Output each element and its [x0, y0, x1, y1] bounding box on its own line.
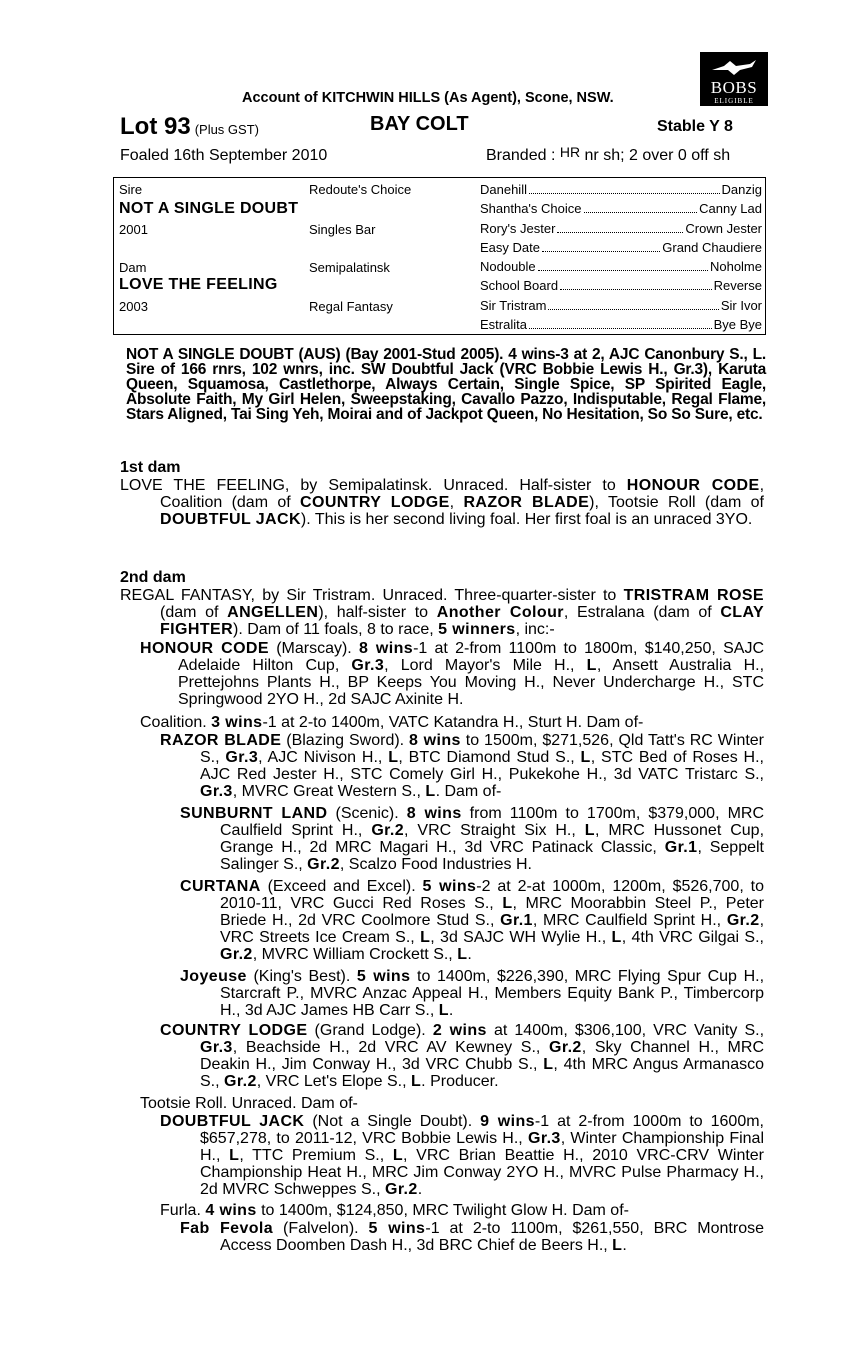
foaled-date: Foaled 16th September 2010	[120, 147, 328, 164]
second-dam-heading: 2nd dam	[120, 569, 186, 586]
gst-note: (Plus GST)	[194, 122, 259, 137]
bold-run: Gr.2	[224, 1073, 257, 1090]
bold-run: L	[457, 946, 468, 963]
great-grandsire: Noholme	[709, 259, 762, 274]
bold-run: RAZOR BLADE	[160, 732, 282, 749]
progeny-entry: HONOUR CODE (Marscay). 8 wins-1 at 2-from 1100m to 1800m, $140,250, SAJC Adelaide Hilton Cup, Gr.3, Lord Mayor's Mile H., L, Ansett Australia H., Prettejohns Plants H., BP Keeps You Moving H., Never Undercharge H., STC Springwood 2YO H., 2d SAJC Axinite H.	[140, 640, 765, 708]
bird-icon	[710, 58, 758, 78]
great-grandsire: Bye Bye	[713, 317, 762, 332]
bold-run: Gr.2	[371, 822, 405, 839]
bold-run: 5 wins	[368, 1220, 426, 1237]
bold-run: Gr.2	[384, 1181, 418, 1198]
bold-run: DOUBTFUL JACK	[160, 1113, 305, 1130]
grandparent-row	[480, 182, 762, 198]
account-line: Account of KITCHWIN HILLS (As Agent), Scone, NSW.	[242, 90, 614, 106]
bold-run: Gr.1	[664, 839, 698, 856]
logo-name: BOBS	[710, 78, 758, 97]
progeny-entry: Tootsie Roll. Unraced. Dam of-	[140, 1095, 358, 1112]
lot-label: Lot 93	[120, 113, 191, 140]
grandsire: Rory's Jester	[480, 221, 556, 236]
bold-run: Gr.3	[351, 657, 385, 674]
bold-run: L	[388, 749, 399, 766]
horse-description: BAY COLT	[370, 113, 469, 135]
bold-run: Gr.2	[726, 912, 760, 929]
stable-location: Stable Y 8	[657, 118, 733, 135]
bold-run: L	[586, 657, 597, 674]
bold-run: 9 wins	[480, 1113, 535, 1130]
bold-run: HONOUR CODE	[140, 640, 269, 657]
progeny-entry: RAZOR BLADE (Blazing Sword). 8 wins to 1500m, $271,526, Qld Tatt's RC Winter S., Gr.3, AJC Nivison H., L, BTC Diamond Stud S., L, STC Bed of Roses H., AJC Red Jester H., STC Comely Girl H., Pukekohe H., 3d VATC Tristarc S., Gr.3, MVRC Great Western S., L. Dam of-	[160, 732, 765, 800]
bold-run: 2 wins	[432, 1022, 487, 1039]
bold-run: Gr.1	[500, 912, 533, 929]
bold-run: L	[410, 1073, 422, 1090]
bold-run: L	[229, 1147, 240, 1164]
bold-run: CURTANA	[180, 878, 261, 895]
first-dam-paragraph: LOVE THE FEELING, by Semipalatinsk. Unraced. Half-sister to HONOUR CODE, Coalition (dam of COUNTRY LODGE, RAZOR BLADE), Tootsie Roll (dam of DOUBTFUL JACK). This is her second living foal. Her first foal is an unraced 3YO.	[120, 477, 765, 528]
lot-number	[120, 113, 259, 141]
bold-run: ANGELLEN	[227, 604, 319, 621]
progeny-entry: Fab Fevola (Falvelon). 5 wins-1 at 2-to 1100m, $261,550, BRC Montrose Access Doomben Dash H., 3d BRC Chief de Beers H., L.	[180, 1220, 764, 1254]
great-grandsire: Canny Lad	[699, 201, 762, 216]
bold-run: 5 winners	[438, 621, 516, 638]
bold-run: COUNTRY LODGE	[160, 1022, 308, 1039]
bold-run: 3 wins	[211, 714, 263, 731]
grandparent-row	[480, 298, 762, 314]
bobs-eligible-logo	[700, 52, 768, 106]
granddam: Shantha's Choice	[480, 201, 582, 216]
bold-run: L	[580, 749, 591, 766]
great-grandsire: Crown Jester	[685, 221, 762, 236]
great-grandsire: Grand Chaudiere	[662, 240, 762, 255]
granddam: Easy Date	[480, 240, 540, 255]
bold-run: Gr.2	[549, 1039, 582, 1056]
bold-run: L	[611, 929, 622, 946]
bold-run: SUNBURNT LAND	[180, 805, 328, 822]
logo-subtitle: ELIGIBLE	[714, 97, 754, 105]
sire-year: 2001	[119, 222, 148, 237]
bold-run: COUNTRY LODGE	[300, 494, 450, 511]
progeny-entry: Coalition. 3 wins-1 at 2-to 1400m, VATC Katandra H., Sturt H. Dam of-	[140, 714, 644, 731]
progeny-entry: SUNBURNT LAND (Scenic). 8 wins from 1100m to 1700m, $379,000, MRC Caulfield Sprint H., Gr.2, VRC Straight Six H., L, MRC Hussonet Cup, Grange H., 2d MRC Magari H., 3d VRC Patinack Classic, Gr.1, Seppelt Salinger S., Gr.2, Scalzo Food Industries H.	[180, 805, 765, 873]
grandparent-row	[480, 259, 762, 275]
progeny-entry: COUNTRY LODGE (Grand Lodge). 2 wins at 1400m, $306,100, VRC Vanity S., Gr.3, Beachside H., 2d VRC AV Kewney S., Gr.2, Sky Channel H., MRC Deakin H., Jim Conway H., 3d VRC Chubb S., L, 4th MRC Angus Armanasco S., Gr.2, VRC Let's Elope S., L. Producer.	[160, 1022, 765, 1090]
grandparent-row	[480, 240, 762, 256]
bold-run: L	[584, 822, 595, 839]
bold-run: 4 wins	[205, 1202, 257, 1219]
progeny-entry: Furla. 4 wins to 1400m, $124,850, MRC Twilight Glow H. Dam of-	[160, 1202, 629, 1219]
bold-run: L	[438, 1002, 449, 1019]
bold-run: L	[502, 895, 513, 912]
bold-run: RAZOR BLADE	[463, 494, 590, 511]
bold-run: L	[420, 929, 431, 946]
bold-run: L	[612, 1237, 623, 1254]
great-grandsire: Danzig	[721, 182, 762, 197]
sire-summary: NOT A SINGLE DOUBT (AUS) (Bay 2001-Stud 2005). 4 wins-3 at 2, AJC Canonbury S., L. Sire of 166 rnrs, 102 wnrs, inc. SW Doubtful Jack (VRC Bobbie Lewis H., Gr.3), Karuta Queen, Squamosa, Castlethorpe, Always Certain, Single Spice, SP Spirited Eagle, Absolute Faith, My Girl Helen, Sweepstaking, Cavallo Pazzo, Indisputable, Regal Flame, Stars Aligned, Tai Sing Yeh, Moirai and of Jackpot Queen, No Hesitation, So So Sure, etc.	[126, 346, 766, 423]
bold-run: Gr.3	[527, 1130, 561, 1147]
bold-run: 8 wins	[406, 805, 462, 822]
bold-run: TRISTRAM ROSE	[623, 587, 764, 604]
bold-run: CLAY FIGHTER	[160, 604, 765, 638]
grandparent-row	[480, 317, 762, 333]
bold-run: Gr.2	[307, 856, 340, 873]
bold-run: Fab Fevola	[180, 1220, 274, 1237]
sire-label: Sire	[119, 182, 143, 197]
great-grandsire: Reverse	[713, 278, 762, 293]
grandparent-row	[480, 278, 762, 294]
bold-run: 5 wins	[422, 878, 477, 895]
grandsire: Nodouble	[480, 259, 536, 274]
bold-run: 5 wins	[356, 968, 411, 985]
grandsire: Danehill	[480, 182, 527, 197]
bold-run: DOUBTFUL JACK	[160, 511, 301, 528]
brand-mark: HR	[559, 144, 581, 160]
sire-dam: Singles Bar	[309, 222, 376, 237]
bold-run: Gr.3	[225, 749, 259, 766]
grandparent-row	[480, 201, 762, 217]
bold-run: Gr.2	[220, 946, 253, 963]
great-grandsire: Sir Ivor	[720, 298, 762, 313]
brand-info	[486, 144, 731, 165]
dam-dam: Regal Fantasy	[309, 299, 393, 314]
progeny-entry: DOUBTFUL JACK (Not a Single Doubt). 9 wins-1 at 2-from 1000m to 1600m, $657,278, to 2011-12, VRC Bobbie Lewis H., Gr.3, Winter Championship Final H., L, TTC Premium S., L, VRC Brian Beattie H., 2010 VRC-CRV Winter Championship Heat H., MRC Jim Conway 2YO H., MVRC Pulse Pharmacy H., 2d MVRC Schweppes S., Gr.2.	[160, 1113, 765, 1198]
bold-run: HONOUR CODE	[626, 477, 760, 494]
bold-run: 8 wins	[358, 640, 414, 657]
dam-name: LOVE THE FEELING	[119, 276, 278, 293]
pedigree-table	[113, 177, 766, 335]
granddam: School Board	[480, 278, 559, 293]
grandparent-row	[480, 221, 762, 237]
bold-run: Joyeuse	[180, 968, 247, 985]
dam-year: 2003	[119, 299, 148, 314]
second-dam-paragraph: REGAL FANTASY, by Sir Tristram. Unraced. Three-quarter-sister to TRISTRAM ROSE (dam of ANGELLEN), half-sister to Another Colour, Estralana (dam of CLAY FIGHTER). Dam of 11 foals, 8 to race, 5 winners, inc:-	[120, 587, 765, 638]
dam-label: Dam	[119, 260, 147, 275]
brand-description: nr sh; 2 over 0 off sh	[584, 147, 731, 164]
first-dam-heading: 1st dam	[120, 459, 181, 476]
grandsire: Sir Tristram	[480, 298, 547, 313]
bold-run: L	[392, 1147, 404, 1164]
bold-run: L	[425, 783, 436, 800]
bold-run: L	[543, 1056, 554, 1073]
granddam: Estralita	[480, 317, 527, 332]
sire-name: NOT A SINGLE DOUBT	[119, 200, 299, 217]
bold-run: Gr.3	[200, 783, 233, 800]
progeny-entry: Joyeuse (King's Best). 5 wins to 1400m, $226,390, MRC Flying Spur Cup H., Starcraft P., MVRC Anzac Appeal H., Members Equity Bank P., Timbercorp H., 3d AJC James HB Carr S., L.	[180, 968, 765, 1019]
bold-run: Another Colour	[436, 604, 564, 621]
bold-run: 8 wins	[409, 732, 461, 749]
bold-run: Gr.3	[200, 1039, 233, 1056]
progeny-entry: CURTANA (Exceed and Excel). 5 wins-2 at 2-at 1000m, 1200m, $526,700, to 2010-11, VRC Gucci Red Roses S., L, MRC Moorabbin Steel P., Peter Briede H., 2d VRC Coolmore Stud S., Gr.1, MRC Caulfield Sprint H., Gr.2, VRC Streets Ice Cream S., L, 3d SAJC WH Wylie H., L, 4th VRC Gilgai S., Gr.2, MVRC William Crockett S., L.	[180, 878, 765, 963]
dam-sire: Semipalatinsk	[309, 260, 390, 275]
sire-sire: Redoute's Choice	[309, 182, 412, 197]
branded-label: Branded :	[486, 147, 556, 164]
